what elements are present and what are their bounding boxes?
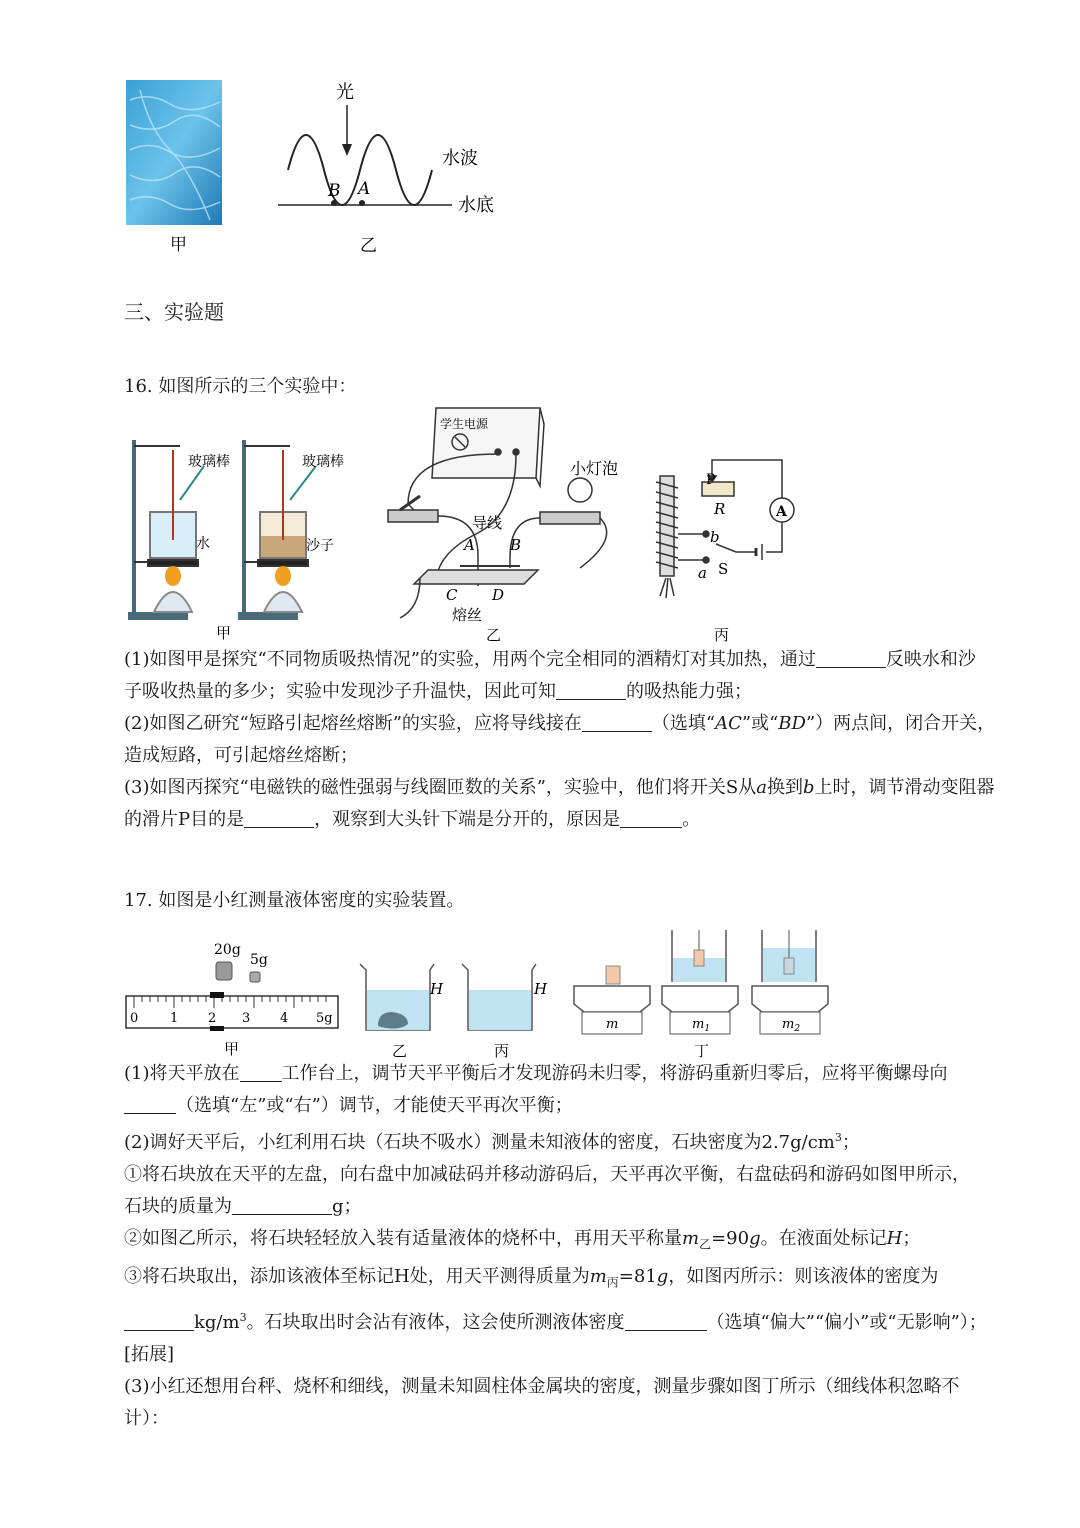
rider (210, 992, 224, 998)
q17-figure (120, 930, 840, 1060)
q16-blank-2[interactable] (556, 679, 626, 700)
point-C-label: C (446, 586, 458, 604)
q17-p1-text: (1)将天平放在 (124, 1063, 240, 1084)
fig16-label-jia: 甲 (216, 624, 232, 642)
point-D-label: D (492, 586, 505, 604)
q16-p3-a: a (756, 777, 767, 798)
q17-p3-text: (3)小红还想用台秤、烧杯和细线，测量未知圆柱体金属块的密度，测量步骤如图丁所示（细线体积忽略不 (124, 1376, 960, 1398)
q16-p2-bd: BD (778, 713, 806, 734)
wave-label: 水波 (442, 148, 478, 169)
q17-s2-m: m (682, 1228, 700, 1249)
q17-blank-1[interactable] (240, 1061, 282, 1082)
q16-p3-text: (3)如图丙探究“电磁铁的磁性强弱与线圈匝数的关系”，实验中，他们将开关S从 (124, 777, 757, 798)
power-supply-label: 学生电源 (440, 417, 489, 431)
scale-4: 4 (280, 1011, 289, 1026)
glass-rod-label-1: 玻璃棒 (188, 454, 230, 470)
q17-p3-text-b: 计）： (124, 1408, 169, 1430)
scale-5g: 5g (316, 1011, 333, 1026)
point-a (359, 200, 365, 206)
point-a-label: A (358, 179, 371, 199)
point-b-label: b (710, 528, 720, 546)
ammeter-label: A (776, 504, 787, 520)
section-title: 三、实验题 (124, 300, 224, 324)
q16-blank-1[interactable] (816, 647, 886, 668)
water-photo (126, 80, 222, 225)
q16-p2-or: ”或“ (741, 713, 779, 734)
q17-s3-g: g (656, 1265, 669, 1287)
q17-blank-3[interactable] (232, 1194, 332, 1215)
q16-p3-text-c: 的滑片P目的是 (124, 809, 245, 830)
q17-s3-sup: 3 (239, 1311, 247, 1325)
q17-s2-d: ； (902, 1228, 921, 1249)
point-a-label: a (698, 564, 707, 582)
scale-3: 3 (242, 1011, 251, 1026)
q17-s3-text-b: 。石块取出时会沾有液体，这会使所测液体密度 (246, 1312, 625, 1334)
q16-paragraphs (124, 644, 1004, 836)
q17-s3-unit: kg/m (194, 1312, 240, 1334)
q16-title: 16. 如图所示的三个实验中： (124, 376, 357, 397)
switch-S-label: S (718, 560, 729, 578)
q17-p2-text: (2)调好天平后，小红利用石块（石块不吸水）测量未知液体的密度，石块密度为2.7g/cm (124, 1132, 835, 1153)
q16-p1-text-b: 反映水和沙 (885, 649, 976, 670)
fig-label-jia: 甲 (170, 235, 187, 255)
fig17-label-ding: 丁 (694, 1042, 710, 1060)
fig17-label-bing: 丙 (494, 1042, 510, 1060)
q17-blank-4[interactable] (124, 1310, 194, 1331)
q17-p2-sup: 3 (834, 1131, 842, 1144)
bottom-label: 水底 (458, 195, 494, 216)
scale-m: m (606, 1017, 619, 1032)
weight-20g-label: 20g (214, 942, 241, 958)
q16-p1-text-d: 的吸热能力强； (626, 681, 752, 702)
scale-m2: $m_2$ (782, 1017, 801, 1034)
q16-blank-4[interactable] (244, 807, 314, 828)
scale-2: 2 (208, 1011, 217, 1026)
q16-p2-ac: AC (715, 713, 742, 734)
q17-title: 17. 如图是小红测量液体密度的实验装置。 (124, 890, 465, 911)
point-R-label: R (714, 500, 726, 518)
light-label: 光 (336, 82, 354, 103)
wire-label: 导线 (472, 514, 503, 532)
q17-s3-c: ，如图丙所示：则该液体的密度为 (668, 1265, 939, 1287)
weight-5g-label: 5g (250, 952, 268, 968)
q17-s3-m: m (589, 1265, 607, 1287)
fig-label-yi: 乙 (360, 236, 377, 256)
q16-blank-3[interactable] (582, 711, 652, 732)
q16-p2-text-d: 造成短路，可引起熔丝熔断； (124, 745, 358, 766)
q17-s2-sub: 乙 (699, 1237, 712, 1252)
mark-H-yi: H (430, 980, 444, 998)
q16-p1-text-c: 子吸收热量的多少；实验中发现沙子升温快，因此可知 (124, 681, 556, 702)
q17-s3-b: =81 (618, 1265, 657, 1287)
q17-s2-b: =90 (711, 1228, 750, 1249)
scale-m1: $m_1$ (692, 1017, 711, 1034)
q16-p3-text-d: ，观察到大头针下端是分开的，原因是 (314, 809, 621, 830)
scale-1: 1 (170, 1011, 179, 1026)
q16-p3-text-b: 上时，调节滑动变阻器 (814, 777, 995, 798)
q17-s2-g: g (749, 1228, 761, 1249)
point-B-label: B (510, 536, 522, 554)
q17-paragraphs (124, 1058, 1004, 1435)
q17-p1-text-c: （选填“左”或“右”）调节，才能使天平再次平衡； (176, 1095, 573, 1116)
q17-blank-5[interactable] (625, 1310, 707, 1331)
q17-extension: [拓展] (124, 1344, 175, 1366)
q16-p1-text: (1)如图甲是探究“不同物质吸热情况”的实验，用两个完全相同的酒精灯对其加热，通过 (124, 649, 816, 670)
water-label: 水 (196, 536, 210, 552)
point-b-label: B (328, 181, 341, 201)
q16-p2-text-b: （选填“ (651, 713, 716, 734)
fig16-label-yi: 乙 (486, 626, 502, 644)
q17-s2-text: ②如图乙所示，将石块轻轻放入装有适量液体的烧杯中，再用天平称量 (124, 1228, 682, 1249)
q17-p1-text-b: 工作台上，调节天平平衡后才发现游码未归零，将游码重新归零后，应将平衡螺母向 (281, 1063, 948, 1084)
q16-p2-text: (2)如图乙研究“短路引起熔丝熔断”的实验，应将导线接在 (124, 713, 582, 734)
q17-s3-text-c: （选填“偏大”“偏小”或“无影响”）； (706, 1312, 987, 1334)
q17-p2-end: ； (841, 1132, 860, 1153)
q17-s2-H: H (886, 1228, 903, 1249)
q17-s1-text-b: 石块的质量为 (124, 1196, 232, 1217)
q16-p3-mid: 换到 (766, 777, 803, 798)
bulb-label: 小灯泡 (570, 459, 619, 478)
fuse-label: 熔丝 (452, 606, 483, 624)
q17-s3-text: ③将石块取出，添加该液体至标记H处，用天平测得质量为 (124, 1265, 590, 1287)
mark-H-bing: H (534, 980, 548, 998)
fig17-label-jia: 甲 (224, 1040, 240, 1058)
scale-0: 0 (130, 1011, 139, 1026)
point-P-label: P (706, 472, 716, 488)
q16-figure (120, 400, 820, 650)
q16-blank-5[interactable] (620, 807, 682, 828)
q16-p2-text-c: ”）两点间，闭合开关， (805, 713, 996, 734)
fig16-label-bing: 丙 (714, 626, 730, 644)
q17-blank-2[interactable] (124, 1093, 176, 1114)
q16-p3-text-e: 。 (682, 809, 701, 830)
water-wave-figure (120, 70, 520, 270)
point-A-label: A (464, 536, 475, 554)
sand-label: 沙子 (306, 538, 334, 554)
q16-p3-b: b (802, 777, 815, 798)
glass-rod-label-2: 玻璃棒 (302, 454, 344, 470)
q17-s1-text: ①将石块放在天平的左盘，向右盘中加减砝码并移动游码后，天平再次平衡，右盘砝码和游码如图甲所示， (124, 1164, 970, 1185)
q17-s2-c: 。在液面处标记 (760, 1228, 887, 1249)
q17-s1-text-c: g； (332, 1196, 362, 1217)
q17-s3-sub: 丙 (606, 1275, 619, 1290)
fig17-label-yi: 乙 (392, 1042, 408, 1060)
